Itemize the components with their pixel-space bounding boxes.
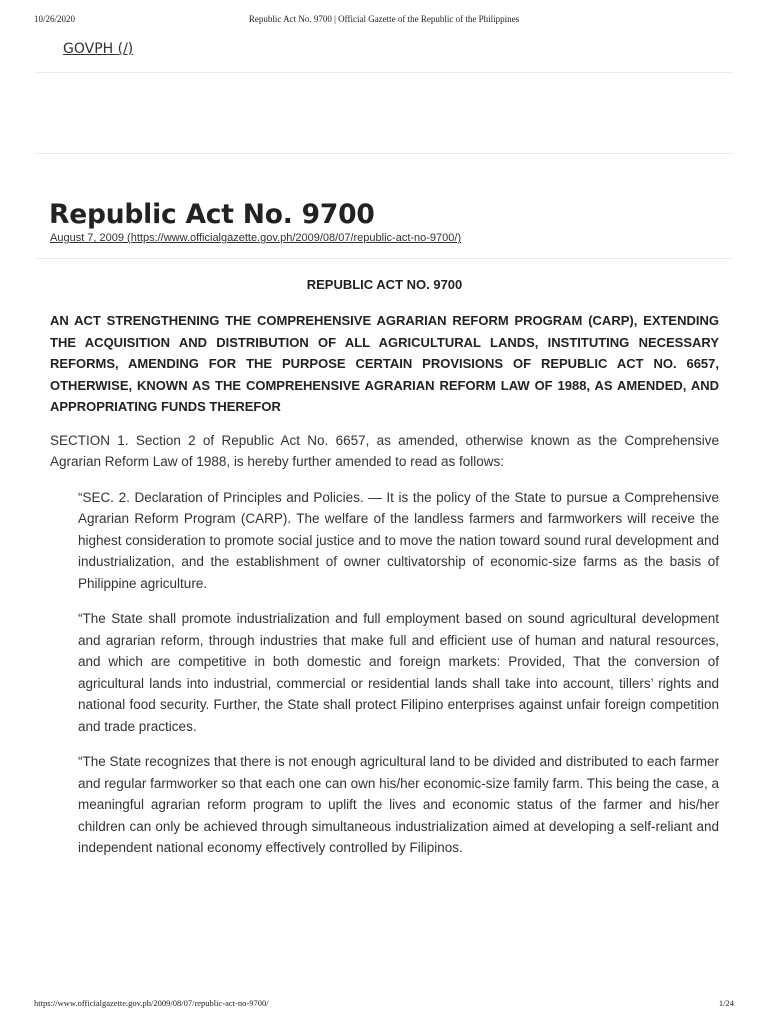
act-title: AN ACT STRENGTHENING THE COMPREHENSIVE AGRARIAN REFORM PROGRAM (CARP), EXTENDING THE ACQUISITION AND DISTRIBUTION OF ALL AGRICULTURAL LANDS, INSTITUTING NECESSARY REFORMS, AMENDING FOR THE PURPOSE CERTAIN PROVISIONS OF REPUBLIC ACT NO. 6657, OTHERWISE, KNOWN AS THE COMPREHENSIVE AGRARIAN REFORM LAW OF 1988, AS AMENDED, AND APPROPRIATING FUNDS THEREFOR xyxy=(50,313,719,414)
article-body xyxy=(50,277,719,859)
section-1-paragraph: SECTION 1. Section 2 of Republic Act No. 6657, as amended, otherwise known as the Comprehensive Agrarian Reform Law of 1988, is hereby further amended to read as follows: xyxy=(50,432,719,469)
divider xyxy=(34,153,734,154)
divider xyxy=(34,72,734,73)
act-number: REPUBLIC ACT NO. 9700 xyxy=(306,277,463,292)
divider xyxy=(34,258,734,259)
post-date-link[interactable]: August 7, 2009 (https://www.officialgazette.gov.ph/2009/08/07/republic-act-no-9700/) xyxy=(50,232,462,244)
quoted-paragraph: “The State recognizes that there is not enough agricultural land to be divided and distributed to each farmer and regular farmworker so that each one can own his/her economic-size family farm. This being the case, a meaningful agrarian reform program to uplift the lives and economic status of the farmer and his/her children can only be achieved through simultaneous industrialization aimed at developing a self-reliant and independent national economy effectively controlled by Filipinos. xyxy=(78,754,719,855)
quoted-paragraph: “SEC. 2. Declaration of Principles and Policies. — It is the policy of the State to pursue a Comprehensive Agrarian Reform Program (CARP). The welfare of the landless farmers and farmworkers will receive the highest consideration to promote social justice and to move the nation toward sound rural development and industrialization, and the establishment of owner cultivatorship of economic-size farms as the basis of Philippine agriculture. xyxy=(78,489,719,591)
print-url: https://www.officialgazette.gov.ph/2009/08/07/republic-act-no-9700/ xyxy=(34,998,269,1008)
page-number: 1/24 xyxy=(718,998,734,1008)
print-footer xyxy=(34,998,734,1010)
quoted-paragraph: “The State shall promote industrialization and full employment based on sound agricultural development and agrarian reform, through industries that make full and efficient use of human and natural resources, and which are competitive in both domestic and foreign markets: Provided, That the conversion of agricultural lands into industrial, commercial or residential lands shall take into account, tillers’ rights and national food security. Further, the State shall protect Filipino enterprises against unfair foreign competition and trade practices. xyxy=(78,611,719,734)
print-header xyxy=(34,14,734,26)
govph-link[interactable]: GOVPH (/) xyxy=(63,41,134,57)
print-date: 10/26/2020 xyxy=(34,14,76,24)
print-page-title: Republic Act No. 9700 | Official Gazette of the Republic of the Philippines xyxy=(248,14,520,24)
page-title: Republic Act No. 9700 xyxy=(49,199,375,230)
